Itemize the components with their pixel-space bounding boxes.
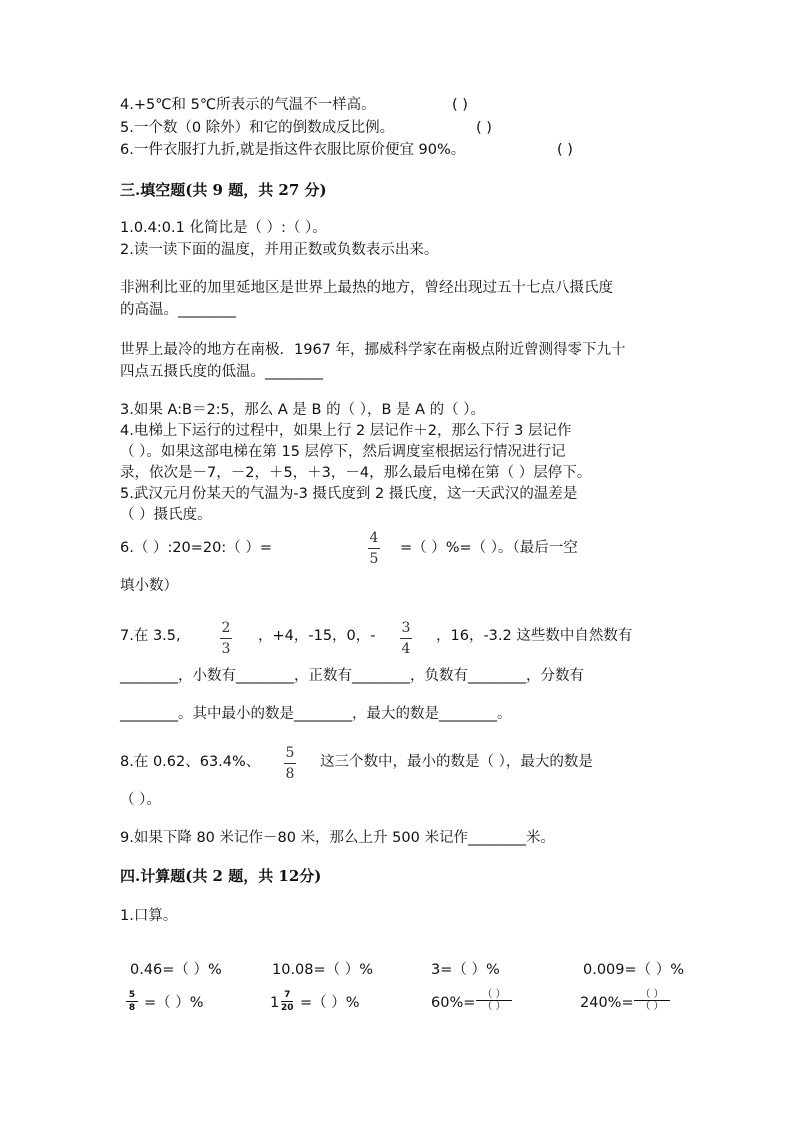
calc-q1: 1.口算。 bbox=[120, 908, 178, 924]
calc-item-240-percent: 240%= bbox=[580, 995, 634, 1011]
fill-q2-para2: 世界上最冷的地方在南极．1967 年，挪威科学家在南极点附近曾测得零下九十 bbox=[120, 342, 626, 358]
fraction-bar bbox=[220, 638, 232, 639]
fraction-3-4 bbox=[400, 620, 412, 657]
fill-q6-part1: 6.（ ）:20=20:（ ）= bbox=[120, 540, 273, 556]
fill-q5-line2: （ ）摄氏度。 bbox=[120, 507, 212, 523]
calc-item-1-7-20-rest: =（ ）% bbox=[300, 995, 360, 1011]
fraction-5-8 bbox=[284, 745, 296, 782]
fraction-numerator: 5 bbox=[128, 990, 136, 1000]
fill-q2-para2-blank: 四点五摄氏度的低温。________ bbox=[120, 364, 323, 380]
calc-item-3: 3=（ ）% bbox=[431, 962, 500, 978]
fraction-denominator: 3 bbox=[221, 641, 231, 657]
fill-q6-part2: =（ ）%=（ ）。（最后一空 bbox=[400, 540, 578, 556]
fraction-denominator: 8 bbox=[128, 1003, 136, 1013]
fraction-4-5 bbox=[368, 530, 380, 567]
blank-denominator[interactable]: （ ） bbox=[640, 1001, 664, 1012]
calc-item-10.08: 10.08=（ ）% bbox=[272, 962, 374, 978]
fraction-bar bbox=[368, 548, 380, 549]
fill-q2: 2.读一读下面的温度，并用正数或负数表示出来。 bbox=[120, 242, 439, 258]
fill-q7-part1: 7.在 3.5, bbox=[120, 628, 181, 644]
judge-q6: 6.一件衣服打九折,就是指这件衣服比原价便宜 90%。 bbox=[120, 142, 466, 158]
fill-q8-line2: （ ）。 bbox=[120, 792, 161, 808]
blank-numerator[interactable]: （ ） bbox=[482, 989, 506, 1000]
fill-q7-line3: ________。其中最小的数是________，最大的数是________。 bbox=[120, 706, 512, 722]
fill-q7-part3: ，16，-3.2 这些数中自然数有 bbox=[436, 628, 633, 644]
fill-q7-line2: ________，小数有________，正数有________，负数有________，分数有 bbox=[120, 668, 584, 684]
fill-q4-line2: （ ）。如果这部电梯在第 15 层停下，然后调度室根据运行情况进行记 bbox=[120, 444, 566, 460]
fill-q1: 1.0.4:0.1 化简比是（ ）:（ ）。 bbox=[120, 220, 327, 236]
calc-item-0.009: 0.009=（ ）% bbox=[583, 962, 685, 978]
blank-numerator[interactable]: （ ） bbox=[640, 989, 664, 1000]
mixed-number-whole: 1 bbox=[270, 995, 280, 1011]
small-fraction-5-8 bbox=[126, 990, 138, 1013]
blank-fraction bbox=[634, 989, 670, 1012]
fill-q9: 9.如果下降 80 米记作－80 米，那么上升 500 米记作________米。 bbox=[120, 830, 555, 846]
fraction-bar bbox=[126, 1001, 138, 1002]
calc-item-60-percent: 60%= bbox=[431, 995, 476, 1011]
fraction-numerator: 5 bbox=[285, 745, 295, 761]
fraction-bar bbox=[281, 1001, 293, 1002]
fraction-numerator: 7 bbox=[284, 990, 291, 1000]
fill-q5-line1: 5.武汉元月份某天的气温为-3 摄氏度到 2 摄氏度，这一天武汉的温差是 bbox=[120, 486, 578, 502]
judge-q6-answer[interactable]: ( ) bbox=[557, 142, 573, 158]
fill-q8-part2: 这三个数中，最小的数是（ ），最大的数是 bbox=[320, 754, 593, 770]
judge-q5-answer[interactable]: ( ) bbox=[476, 120, 492, 136]
calc-item-5-8-rest: =（ ）% bbox=[144, 995, 204, 1011]
fill-q3: 3.如果 A:B＝2:5，那么 A 是 B 的（ ），B 是 A 的（ ）。 bbox=[120, 402, 485, 418]
judge-q5: 5.一个数（0 除外）和它的倒数成反比例。 bbox=[120, 120, 395, 136]
fraction-numerator: 4 bbox=[369, 530, 379, 546]
section3-title: 三.填空题(共 9 题，共 27 分) bbox=[120, 181, 327, 199]
fill-q7-part2: ，+4，-15，0，- bbox=[258, 628, 376, 644]
blank-denominator[interactable]: （ ） bbox=[482, 1001, 506, 1012]
blank-fraction bbox=[476, 989, 512, 1012]
judge-q4: 4.+5℃和 5℃所表示的气温不一样高。 bbox=[120, 97, 376, 113]
fill-q8-part1: 8.在 0.62、63.4%、 bbox=[120, 754, 261, 770]
fraction-denominator: 8 bbox=[285, 766, 295, 782]
fraction-numerator: 3 bbox=[401, 620, 411, 636]
fill-q6-part3: 填小数） bbox=[120, 578, 178, 594]
fill-q2-para1: 非洲利比亚的加里延地区是世界上最热的地方，曾经出现过五十七点八摄氏度 bbox=[120, 280, 613, 296]
fraction-denominator: 5 bbox=[369, 551, 379, 567]
fraction-bar bbox=[400, 638, 412, 639]
fill-q4-line3: 录，依次是－7，－2，＋5，＋3，－4，那么最后电梯在第（ ）层停下。 bbox=[120, 465, 592, 481]
fraction-2-3 bbox=[220, 620, 232, 657]
fraction-denominator: 20 bbox=[281, 1003, 294, 1013]
fraction-bar bbox=[284, 763, 296, 764]
calc-item-0.46: 0.46=（ ）% bbox=[130, 962, 222, 978]
judge-q4-answer[interactable]: ( ) bbox=[452, 97, 468, 113]
fill-q4-line1: 4.电梯上下运行的过程中，如果上行 2 层记作＋2，那么下行 3 层记作 bbox=[120, 423, 572, 439]
fraction-denominator: 4 bbox=[401, 641, 411, 657]
fill-q2-para1-blank: 的高温。________ bbox=[120, 302, 236, 318]
small-fraction-7-20 bbox=[281, 990, 294, 1013]
section4-title: 四.计算题(共 2 题，共 12分) bbox=[120, 867, 322, 885]
fraction-numerator: 2 bbox=[221, 620, 231, 636]
